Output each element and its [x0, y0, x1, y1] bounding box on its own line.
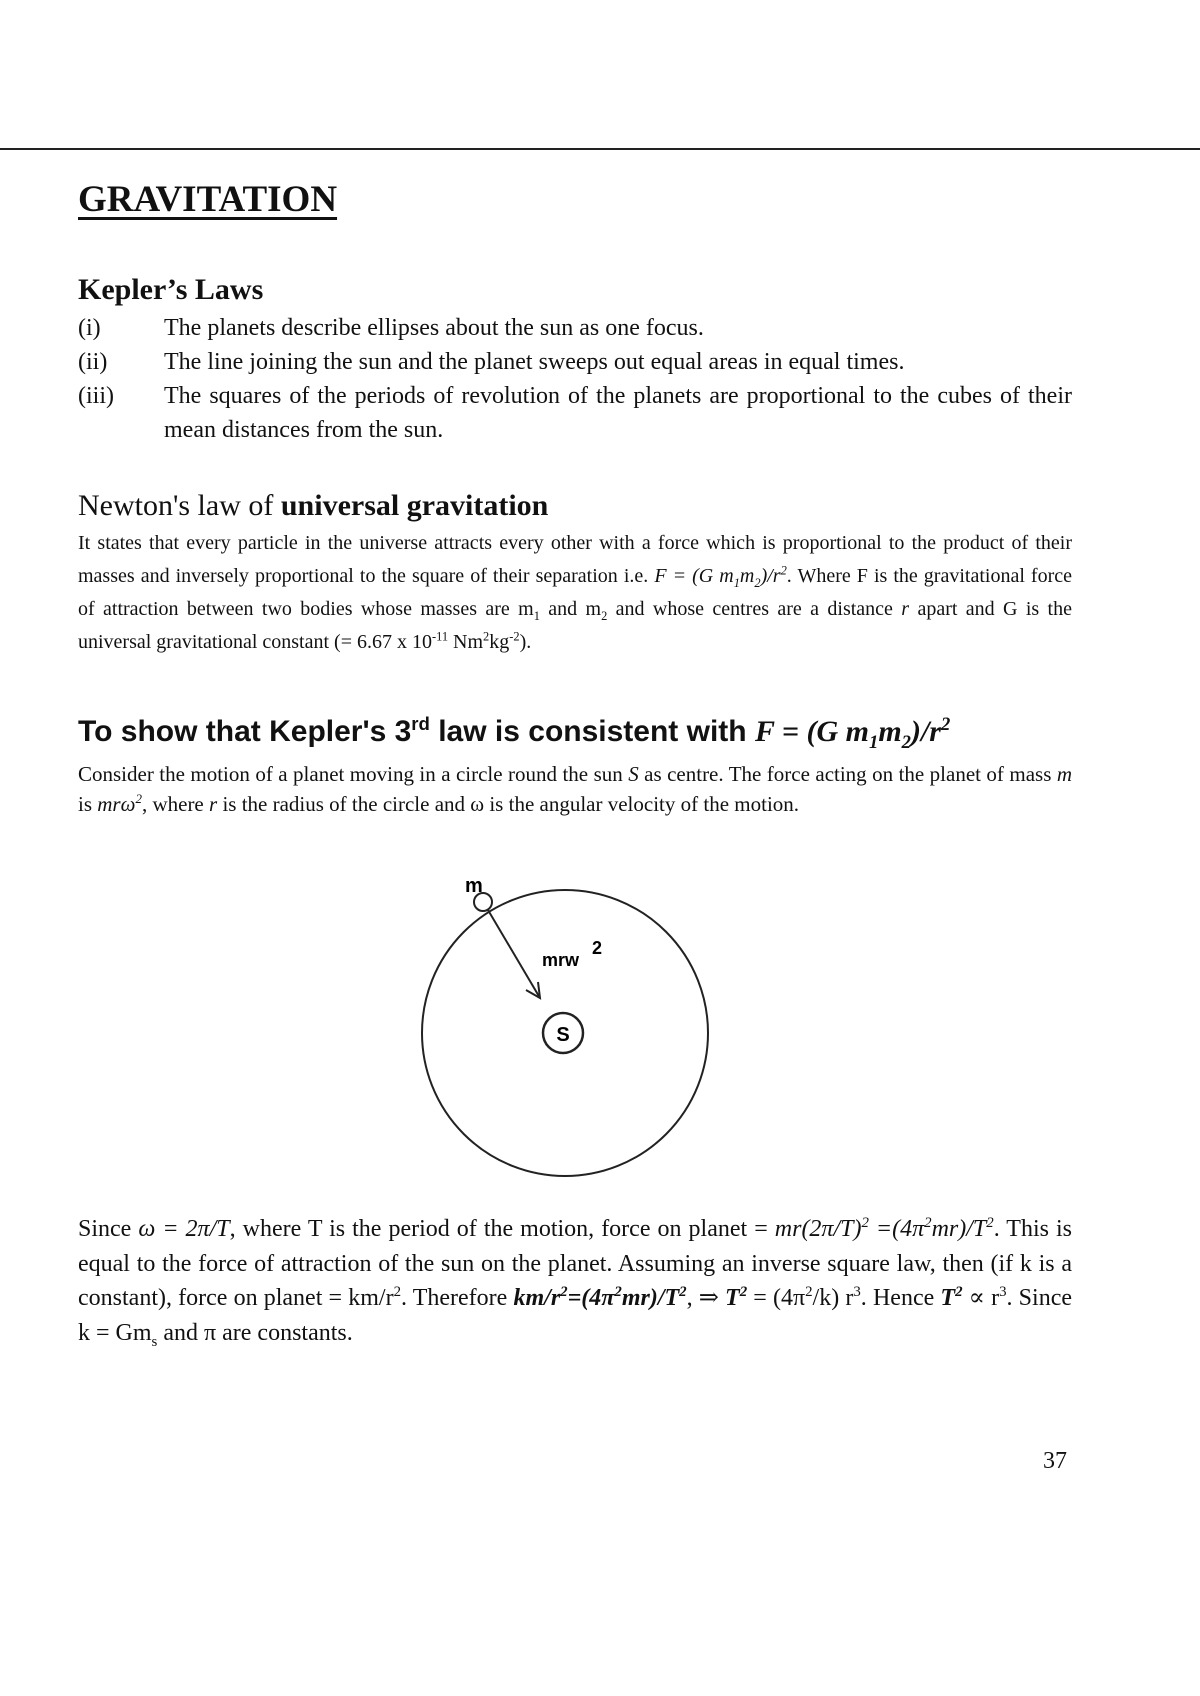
text: mr(2π/T): [774, 1216, 862, 1242]
formula: [940, 1285, 962, 1311]
superscript: 2: [986, 1215, 994, 1231]
force-label: mrw: [542, 950, 580, 970]
top-rule: [0, 148, 1200, 150]
formula: [725, 1285, 747, 1311]
force-arrow-line: [488, 910, 540, 998]
superscript: rd: [411, 713, 430, 734]
superscript: 3: [853, 1284, 861, 1300]
list-item: [78, 345, 1072, 379]
formula: ω = 2π/T: [138, 1216, 230, 1242]
variable: r: [209, 792, 218, 816]
superscript: 2: [805, 1284, 813, 1300]
subscript: 1: [733, 576, 740, 590]
text: F = (G m: [754, 715, 870, 748]
text: . This is equal to the force of attraction of the sun on the planet. Assuming an inverse square law, then (if k is a constant), force on planet = km/r: [78, 1216, 1073, 1311]
text: is: [78, 792, 98, 816]
text: Consider the motion of a planet moving in a circle round the sun: [78, 762, 629, 786]
text: F = (G m: [654, 565, 734, 587]
newton-heading-bold: universal gravitation: [280, 489, 549, 522]
law-text: The squares of the periods of revolution of the planets are proportional to the cubes of their mean distances from the sun.: [164, 383, 1072, 443]
text: ∝ r: [962, 1285, 1000, 1311]
list-item: [78, 379, 1072, 447]
superscript: 2: [393, 1284, 401, 1300]
superscript: 2: [924, 1215, 932, 1231]
text: m: [878, 715, 902, 748]
text: mrω: [97, 792, 136, 816]
text: T: [725, 1285, 740, 1311]
subscript: s: [151, 1333, 158, 1350]
text: mr)/T: [931, 1216, 987, 1242]
text: km/r: [513, 1285, 561, 1311]
subscript: 2: [601, 609, 608, 623]
newton-heading: [78, 489, 1072, 523]
law-number: (i): [78, 315, 101, 341]
page-content: [78, 178, 1072, 819]
text: . Therefore: [401, 1285, 514, 1311]
text: /k) r: [812, 1285, 854, 1311]
page-number: 37: [1043, 1448, 1067, 1474]
kepler3-heading: [78, 713, 1072, 753]
formula: [97, 792, 142, 816]
text: = (4π: [747, 1285, 806, 1311]
text: is the radius of the circle and ω is the angular velocity of the motion.: [217, 792, 800, 816]
derivation-paragraph: [78, 1212, 1072, 1350]
superscript: 2: [614, 1284, 622, 1300]
law-text: The planets describe ellipses about the sun as one focus.: [164, 315, 704, 341]
kepler-heading: Kepler’s Laws: [78, 273, 264, 306]
formula: [513, 1285, 686, 1311]
text: To show that Kepler's 3: [78, 715, 412, 748]
law-number: (iii): [78, 383, 114, 409]
superscript: 2: [940, 714, 951, 735]
law-text: The line joining the sun and the planet sweeps out equal areas in equal times.: [164, 349, 905, 375]
variable: m: [1056, 762, 1072, 786]
text: , ⇒: [686, 1285, 726, 1311]
subscript: 2: [754, 576, 761, 590]
text: law is consistent with: [429, 715, 755, 748]
planet-label: m: [465, 875, 483, 897]
text: as centre. The force acting on the planet of mass: [638, 762, 1057, 786]
page-title: GRAVITATION: [78, 179, 338, 220]
list-item: [78, 311, 1072, 345]
variable: r: [901, 598, 910, 620]
text: . Hence: [860, 1285, 941, 1311]
orbit-diagram: [420, 870, 740, 1180]
formula: [654, 563, 787, 590]
text: and π are constants.: [157, 1319, 353, 1346]
superscript: 2: [135, 791, 142, 806]
force-label-exponent: 2: [592, 938, 603, 958]
text: . Since k = Gm: [78, 1285, 1072, 1346]
subscript: 2: [901, 732, 911, 753]
text: ).: [519, 631, 532, 653]
text: Nm: [448, 631, 484, 653]
text: =(4π: [868, 1216, 925, 1242]
text: =(4π: [567, 1285, 615, 1311]
text: , where: [141, 792, 210, 816]
formula: [754, 714, 951, 753]
superscript: 3: [999, 1284, 1007, 1300]
text: and m: [539, 598, 602, 620]
text: . Where F is the gravitational force of attraction between two bodies whose masses are m: [78, 565, 1072, 620]
text: , where T is the period of the motion, force on planet =: [229, 1216, 775, 1242]
text: mr)/T: [621, 1285, 680, 1311]
text: It states that every particle in the universe attracts every other with a force which is proportional to the product of their masses and inversely proportional to the square of their separation i.e.: [78, 532, 1072, 587]
law-number: (ii): [78, 349, 108, 375]
superscript: 2: [780, 563, 787, 578]
text: m: [739, 565, 755, 587]
subscript: 1: [533, 609, 540, 623]
formula: [775, 1216, 994, 1242]
superscript: 2: [560, 1284, 568, 1300]
newton-heading-normal: Newton's law of: [78, 489, 281, 522]
consider-paragraph: [78, 759, 1072, 819]
kepler-laws-list: [78, 311, 1072, 447]
sun-label: S: [556, 1024, 570, 1046]
newton-paragraph: [78, 527, 1072, 659]
text: and whose centres are a distance: [607, 598, 902, 620]
variable: S: [628, 762, 639, 786]
text: )/r: [760, 565, 781, 587]
subscript: 1: [869, 732, 879, 753]
text: apart and G is the universal gravitational constant (= 6.67 x 10: [78, 598, 1072, 653]
superscript: -11: [431, 629, 449, 644]
superscript: 2: [861, 1215, 869, 1231]
superscript: -2: [509, 629, 520, 644]
superscript: 2: [483, 629, 490, 644]
superscript: 2: [739, 1284, 748, 1300]
text: )/r: [910, 715, 941, 748]
superscript: 2: [679, 1284, 687, 1300]
text: T: [940, 1285, 956, 1311]
text: Since: [78, 1216, 139, 1242]
superscript: 2: [955, 1284, 963, 1300]
text: kg: [489, 631, 510, 653]
